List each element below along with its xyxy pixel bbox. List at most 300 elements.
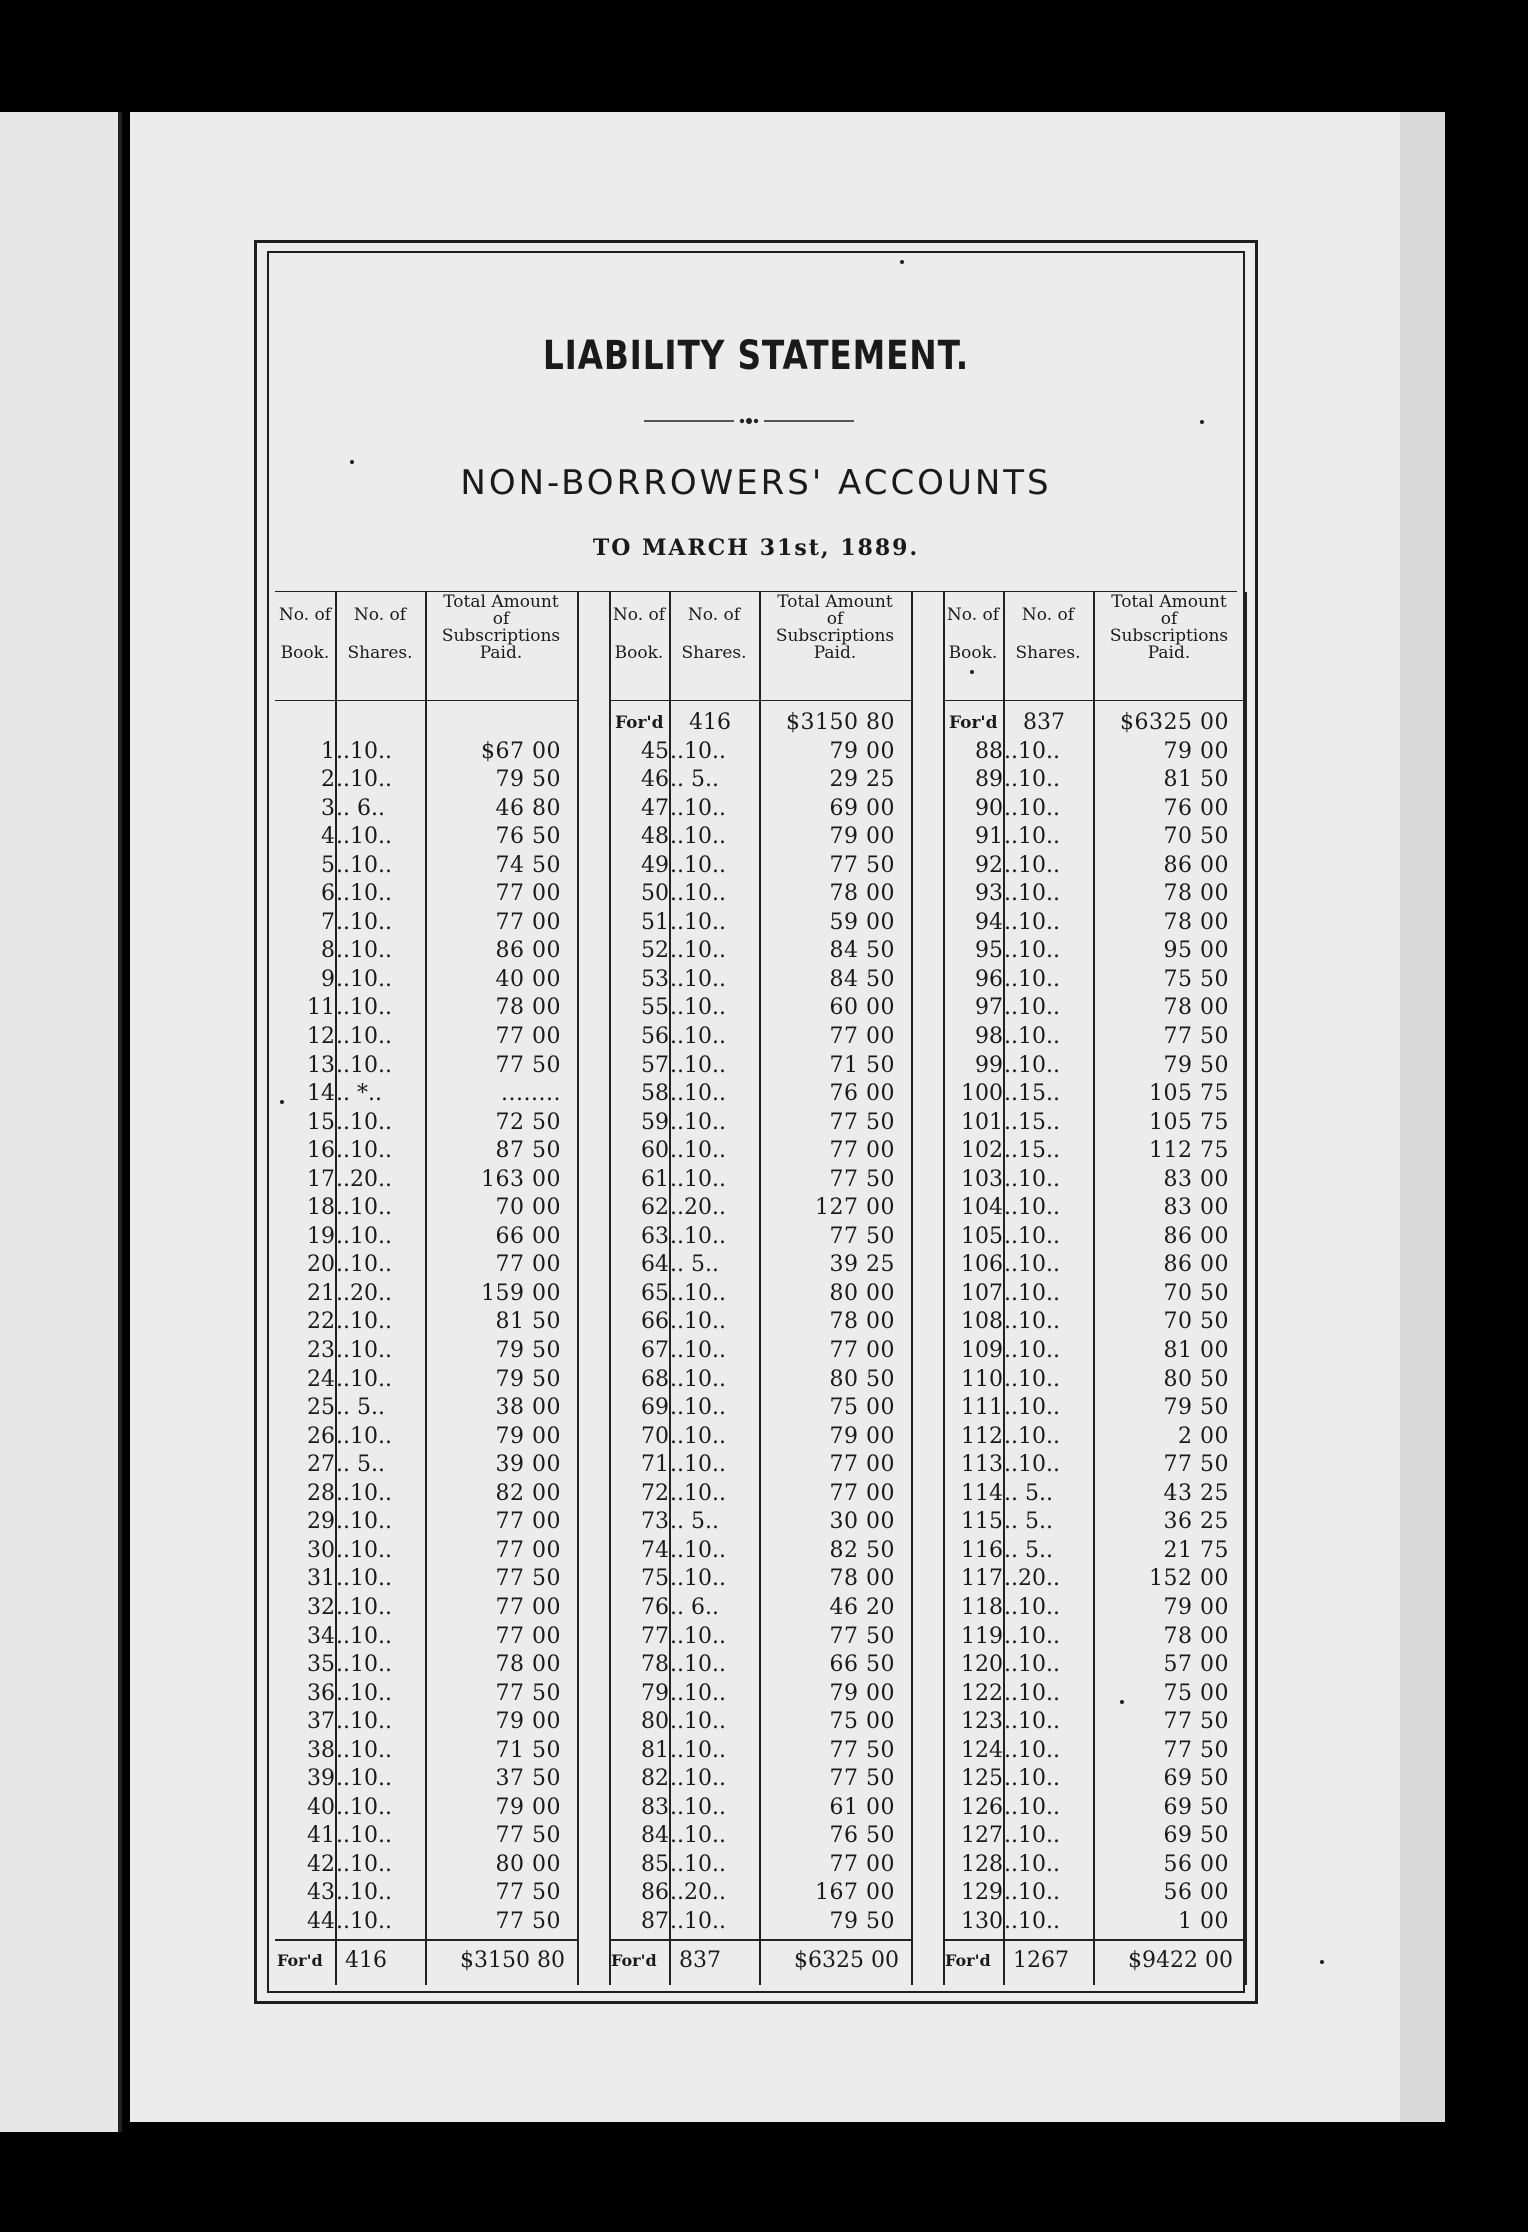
share-count: ..10.. <box>336 1109 392 1135</box>
amount-paid: 79 50 <box>1163 1395 1229 1421</box>
share-count: ..10.. <box>670 1081 726 1107</box>
ledger-row <box>943 1109 1247 1138</box>
book-number: 28 <box>307 1480 335 1506</box>
book-number: 52 <box>641 938 669 964</box>
ledger-row <box>943 1308 1247 1337</box>
book-number: 117 <box>961 1566 1003 1592</box>
book-number: 70 <box>641 1423 669 1449</box>
book-number: 51 <box>641 909 669 935</box>
share-count: ..10.. <box>1004 1280 1060 1306</box>
amount-paid: 77 50 <box>829 1166 895 1192</box>
amount-paid: 77 00 <box>829 1338 895 1364</box>
ledger-row <box>943 1366 1247 1395</box>
ledger-row <box>943 1480 1247 1509</box>
ledger-block <box>275 592 579 1985</box>
book-number: 56 <box>641 1024 669 1050</box>
share-count: ..10.. <box>1004 852 1060 878</box>
share-count: ..10.. <box>336 1480 392 1506</box>
share-count: ..10.. <box>670 1480 726 1506</box>
share-count: ..15.. <box>1004 1081 1060 1107</box>
amount-paid: 81 50 <box>495 1309 561 1335</box>
share-count: .. 5.. <box>670 1509 719 1535</box>
amount-paid: 79 00 <box>495 1423 561 1449</box>
amount-paid: 71 50 <box>829 1052 895 1078</box>
ledger-row <box>609 1794 913 1823</box>
header-bottom-rule <box>609 700 913 701</box>
amount-paid: 70 00 <box>495 1195 561 1221</box>
header-line: No. of <box>612 605 666 625</box>
ledger-row <box>275 909 579 938</box>
share-count: ..10.. <box>1004 1652 1060 1678</box>
amount-paid: 76 50 <box>495 824 561 850</box>
ledger-row <box>275 1822 579 1851</box>
book-number: 79 <box>641 1680 669 1706</box>
header-bottom-rule <box>943 700 1247 701</box>
book-number: 43 <box>307 1880 335 1906</box>
book-number: 128 <box>961 1851 1003 1877</box>
ledger-row <box>609 823 913 852</box>
book-number: 13 <box>307 1052 335 1078</box>
share-count: .. 6.. <box>670 1594 719 1620</box>
ledger-row <box>275 1109 579 1138</box>
book-number: 81 <box>641 1737 669 1763</box>
amount-paid: 127 00 <box>815 1195 895 1221</box>
ledger-row <box>275 1366 579 1395</box>
ledger-row <box>275 1879 579 1908</box>
amount-paid: 77 00 <box>495 1594 561 1620</box>
ledger-row <box>275 1651 579 1680</box>
ledger-row <box>609 1651 913 1680</box>
book-number: 100 <box>961 1081 1003 1107</box>
ledger-row <box>275 1623 579 1652</box>
book-number: 94 <box>975 909 1003 935</box>
book-number: 41 <box>307 1823 335 1849</box>
ledger-row <box>609 880 913 909</box>
amount-paid: 81 50 <box>1163 767 1229 793</box>
share-count: ..10.. <box>1004 1338 1060 1364</box>
ledger-row <box>943 852 1247 881</box>
amount-paid: 77 50 <box>829 1223 895 1249</box>
amount-paid: 78 00 <box>1163 881 1229 907</box>
amount-paid: 80 00 <box>829 1280 895 1306</box>
book-number: 21 <box>307 1280 335 1306</box>
share-count: ..10.. <box>336 938 392 964</box>
share-count: ..10.. <box>336 1338 392 1364</box>
amount-paid: 77 00 <box>829 1452 895 1478</box>
share-count: ..10.. <box>670 1766 726 1792</box>
amount-paid: 70 50 <box>1163 1280 1229 1306</box>
share-count: ..20.. <box>670 1880 726 1906</box>
header-line: No. of <box>353 605 407 625</box>
amount-paid: 39 00 <box>495 1452 561 1478</box>
amount-paid: 75 00 <box>829 1709 895 1735</box>
ledger-row <box>609 1280 913 1309</box>
share-count: ..10.. <box>670 1851 726 1877</box>
ledger-row <box>609 909 913 938</box>
share-count: ..10.. <box>670 1709 726 1735</box>
book-number: 123 <box>961 1709 1003 1735</box>
ledger-row <box>275 994 579 1023</box>
amount-paid: 79 00 <box>829 1423 895 1449</box>
share-count: ..10.. <box>670 1623 726 1649</box>
ledger-row <box>609 994 913 1023</box>
share-count: ..10.. <box>1004 1166 1060 1192</box>
amount-paid: 75 00 <box>829 1395 895 1421</box>
share-count: ..10.. <box>336 1766 392 1792</box>
amount-paid: 78 00 <box>1163 1623 1229 1649</box>
amount-paid: 152 00 <box>1149 1566 1229 1592</box>
share-count: ..10.. <box>1004 1195 1060 1221</box>
amount-paid: 79 50 <box>495 1366 561 1392</box>
ledger-row <box>275 1594 579 1623</box>
share-count: ..10.. <box>670 795 726 821</box>
share-count: ..10.. <box>670 1794 726 1820</box>
amount-paid: 78 00 <box>495 1652 561 1678</box>
book-number: 78 <box>641 1652 669 1678</box>
ledger-row <box>609 1451 913 1480</box>
book-number: 57 <box>641 1052 669 1078</box>
header-line: of <box>492 609 510 629</box>
amount-paid: 82 50 <box>829 1537 895 1563</box>
amount-paid: 86 00 <box>1163 1223 1229 1249</box>
book-number: 2 <box>321 767 335 793</box>
amount-paid: ........ <box>501 1081 561 1107</box>
share-count: ..10.. <box>336 881 392 907</box>
ledger-row <box>943 1194 1247 1223</box>
header-line: Shares. <box>1015 643 1081 663</box>
ledger-row <box>609 1879 913 1908</box>
amount-paid: 77 00 <box>829 1851 895 1877</box>
ledger-row <box>943 1080 1247 1109</box>
share-count: ..10.. <box>1004 795 1060 821</box>
ledger-row <box>609 1480 913 1509</box>
amount-paid: 40 00 <box>495 966 561 992</box>
header-line: Subscriptions <box>1109 626 1229 646</box>
book-number: 46 <box>641 767 669 793</box>
share-count: ..10.. <box>336 909 392 935</box>
column-header-book <box>609 592 669 700</box>
share-count: ..10.. <box>670 1908 726 1934</box>
ledger-row <box>275 1680 579 1709</box>
share-count: ..10.. <box>670 1395 726 1421</box>
amount-paid: 80 50 <box>829 1366 895 1392</box>
header-line: Paid. <box>813 643 857 663</box>
share-count: ..10.. <box>670 1452 726 1478</box>
forwarded-row <box>609 709 913 738</box>
share-count: ..10.. <box>670 1166 726 1192</box>
amount-paid: 77 50 <box>829 1737 895 1763</box>
share-count: ..10.. <box>670 1366 726 1392</box>
book-number: 14 <box>307 1081 335 1107</box>
share-count: ..10.. <box>1004 966 1060 992</box>
book-number: 55 <box>641 995 669 1021</box>
amount-paid: 80 00 <box>495 1851 561 1877</box>
amount-paid: 46 80 <box>495 795 561 821</box>
forward-shares: 416 <box>345 1948 387 1973</box>
header-line: Subscriptions <box>441 626 561 646</box>
share-count: ..20.. <box>336 1166 392 1192</box>
amount-paid: 29 25 <box>829 767 895 793</box>
book-number: 129 <box>961 1880 1003 1906</box>
share-count: ..10.. <box>670 995 726 1021</box>
amount-paid: 77 50 <box>829 1766 895 1792</box>
amount-paid: 2 00 <box>1178 1423 1229 1449</box>
share-count: ..15.. <box>1004 1109 1060 1135</box>
share-count: ..10.. <box>336 1195 392 1221</box>
share-count: ..10.. <box>1004 1851 1060 1877</box>
amount-paid: 77 50 <box>829 1109 895 1135</box>
ledger-row <box>275 1565 579 1594</box>
forward-shares: 1267 <box>1013 1948 1069 1973</box>
share-count: ..10.. <box>336 995 392 1021</box>
share-count: ..10.. <box>1004 1908 1060 1934</box>
forward-label: For'd <box>611 1951 657 1970</box>
book-number: 58 <box>641 1081 669 1107</box>
book-number: 5 <box>321 852 335 878</box>
amount-paid: 46 20 <box>829 1594 895 1620</box>
share-count: ..10.. <box>336 1566 392 1592</box>
book-number: 39 <box>307 1766 335 1792</box>
book-number: 72 <box>641 1480 669 1506</box>
ledger-rows <box>609 709 913 1937</box>
amount-paid: 66 50 <box>829 1652 895 1678</box>
book-number: 103 <box>961 1166 1003 1192</box>
ledger-row <box>609 937 913 966</box>
book-number: 49 <box>641 852 669 878</box>
amount-paid: 56 00 <box>1163 1880 1229 1906</box>
forward-total: $6325 00 <box>1120 710 1229 735</box>
ledger-row <box>275 1708 579 1737</box>
amount-paid: 105 75 <box>1149 1081 1229 1107</box>
ledger-row <box>275 852 579 881</box>
share-count: ..10.. <box>336 1366 392 1392</box>
header-line: Total Amount <box>777 592 893 612</box>
ledger-row <box>943 766 1247 795</box>
share-count: ..10.. <box>1004 1594 1060 1620</box>
ledger-row <box>943 1251 1247 1280</box>
ledger-row <box>609 1822 913 1851</box>
ledger-row <box>943 1537 1247 1566</box>
ledger-row <box>943 1794 1247 1823</box>
ledger-row <box>275 1794 579 1823</box>
page-gutter <box>122 112 128 2132</box>
book-number: 71 <box>641 1452 669 1478</box>
amount-paid: 84 50 <box>829 938 895 964</box>
book-number: 111 <box>961 1395 1003 1421</box>
book-number: 38 <box>307 1737 335 1763</box>
book-number: 9 <box>321 966 335 992</box>
book-number: 53 <box>641 966 669 992</box>
amount-paid: 95 00 <box>1163 938 1229 964</box>
book-number: 8 <box>321 938 335 964</box>
ledger-block <box>943 592 1247 1985</box>
amount-paid: 76 00 <box>829 1081 895 1107</box>
book-number: 20 <box>307 1252 335 1278</box>
amount-paid: 77 50 <box>495 1823 561 1849</box>
ledger-rows <box>275 709 579 1937</box>
book-number: 3 <box>321 795 335 821</box>
share-count: ..10.. <box>670 852 726 878</box>
book-number: 108 <box>961 1309 1003 1335</box>
book-number: 31 <box>307 1566 335 1592</box>
column-header-book <box>275 592 335 700</box>
share-count: ..10.. <box>670 1338 726 1364</box>
book-number: 85 <box>641 1851 669 1877</box>
book-number: 118 <box>961 1594 1003 1620</box>
book-number: 86 <box>641 1880 669 1906</box>
amount-paid: 75 50 <box>1163 966 1229 992</box>
blank-row <box>275 709 579 738</box>
share-count: ..10.. <box>670 1737 726 1763</box>
share-count: ..10.. <box>670 1566 726 1592</box>
ledger-row <box>275 1451 579 1480</box>
share-count: ..10.. <box>1004 1823 1060 1849</box>
share-count: ..10.. <box>670 938 726 964</box>
book-number: 4 <box>321 824 335 850</box>
ledger-row <box>275 1251 579 1280</box>
ledger-row <box>609 1708 913 1737</box>
book-number: 35 <box>307 1652 335 1678</box>
print-speck <box>280 1100 284 1104</box>
page <box>130 112 1400 2122</box>
ledger-row <box>609 1251 913 1280</box>
print-speck <box>350 460 354 464</box>
share-count: ..10.. <box>670 1537 726 1563</box>
forward-total: $9422 00 <box>1128 1948 1233 1973</box>
ledger-row <box>609 1565 913 1594</box>
book-number: 127 <box>961 1823 1003 1849</box>
ledger-row <box>275 1737 579 1766</box>
column-header-total <box>425 592 577 700</box>
ledger-row <box>943 1223 1247 1252</box>
forward-label: For'd <box>615 713 664 733</box>
book-number: 77 <box>641 1623 669 1649</box>
book-number: 88 <box>975 738 1003 764</box>
header-line: Paid. <box>1147 643 1191 663</box>
book-number: 67 <box>641 1338 669 1364</box>
amount-paid: 79 50 <box>1163 1052 1229 1078</box>
ledger-row <box>609 1765 913 1794</box>
book-number: 115 <box>961 1509 1003 1535</box>
ledger-row <box>943 909 1247 938</box>
book-number: 59 <box>641 1109 669 1135</box>
share-count: ..10.. <box>670 881 726 907</box>
amount-paid: 78 00 <box>1163 909 1229 935</box>
ledger-row <box>943 1166 1247 1195</box>
book-number: 17 <box>307 1166 335 1192</box>
amount-paid: 75 00 <box>1163 1680 1229 1706</box>
ledger-row <box>275 880 579 909</box>
book-number: 61 <box>641 1166 669 1192</box>
header-stack <box>759 594 911 662</box>
amount-paid: 80 50 <box>1163 1366 1229 1392</box>
share-count: ..10.. <box>670 738 726 764</box>
share-count: ..10.. <box>336 1309 392 1335</box>
book-number: 50 <box>641 881 669 907</box>
amount-paid: 79 50 <box>495 767 561 793</box>
book-number: 125 <box>961 1766 1003 1792</box>
ledger-row <box>275 738 579 767</box>
ledger-row <box>275 1194 579 1223</box>
ledger-row <box>275 1166 579 1195</box>
book-number: 34 <box>307 1623 335 1649</box>
share-count: ..10.. <box>1004 738 1060 764</box>
amount-paid: 77 50 <box>495 1052 561 1078</box>
statement-inner-frame <box>267 251 1245 1993</box>
amount-paid: 77 00 <box>495 1509 561 1535</box>
share-count: ..10.. <box>336 824 392 850</box>
amount-paid: 79 00 <box>495 1709 561 1735</box>
amount-paid: 1 00 <box>1178 1908 1229 1934</box>
header-bottom-rule <box>275 700 579 701</box>
amount-paid: 77 00 <box>495 881 561 907</box>
share-count: .. 5.. <box>670 767 719 793</box>
amount-paid: 77 00 <box>495 1623 561 1649</box>
amount-paid: 78 00 <box>495 995 561 1021</box>
forward-footer <box>609 1939 913 1985</box>
share-count: ..10.. <box>336 767 392 793</box>
amount-paid: 77 00 <box>495 909 561 935</box>
ledger-row <box>943 1023 1247 1052</box>
ledger-row <box>609 1052 913 1081</box>
header-line: No. of <box>278 605 332 625</box>
amount-paid: 77 50 <box>1163 1452 1229 1478</box>
column-header-total <box>1093 592 1245 700</box>
share-count: ..10.. <box>670 1652 726 1678</box>
header-line: Paid. <box>479 643 523 663</box>
ledger-row <box>609 1080 913 1109</box>
share-count: ..10.. <box>336 1623 392 1649</box>
amount-paid: 77 50 <box>495 1680 561 1706</box>
book-number: 32 <box>307 1594 335 1620</box>
ledger-row <box>943 1137 1247 1166</box>
amount-paid: 79 00 <box>1163 738 1229 764</box>
forward-label: For'd <box>277 1951 323 1970</box>
ledger-row <box>275 1137 579 1166</box>
share-count: ..10.. <box>336 1024 392 1050</box>
ledger-rows <box>943 709 1247 1937</box>
amount-paid: 77 00 <box>829 1024 895 1050</box>
ledger-row <box>275 1765 579 1794</box>
book-number: 18 <box>307 1195 335 1221</box>
book-number: 109 <box>961 1338 1003 1364</box>
share-count: ..10.. <box>336 966 392 992</box>
ledger-row <box>943 1337 1247 1366</box>
book-number: 95 <box>975 938 1003 964</box>
share-count: ..10.. <box>670 1138 726 1164</box>
book-number: 37 <box>307 1709 335 1735</box>
book-number: 6 <box>321 881 335 907</box>
book-number: 107 <box>961 1280 1003 1306</box>
book-number: 7 <box>321 909 335 935</box>
ledger-row <box>943 1908 1247 1937</box>
share-count: ..10.. <box>670 1223 726 1249</box>
share-count: ..10.. <box>1004 1223 1060 1249</box>
book-number: 82 <box>641 1766 669 1792</box>
share-count: ..10.. <box>336 1252 392 1278</box>
amount-paid: 74 50 <box>495 852 561 878</box>
ledger-row <box>609 852 913 881</box>
share-count: ..10.. <box>1004 938 1060 964</box>
book-number: 47 <box>641 795 669 821</box>
adjacent-page-edge <box>0 112 122 2132</box>
share-count: ..15.. <box>1004 1138 1060 1164</box>
book-number: 122 <box>961 1680 1003 1706</box>
book-number: 45 <box>641 738 669 764</box>
forward-footer <box>943 1939 1247 1985</box>
share-count: .. 6.. <box>336 795 385 821</box>
book-number: 16 <box>307 1138 335 1164</box>
